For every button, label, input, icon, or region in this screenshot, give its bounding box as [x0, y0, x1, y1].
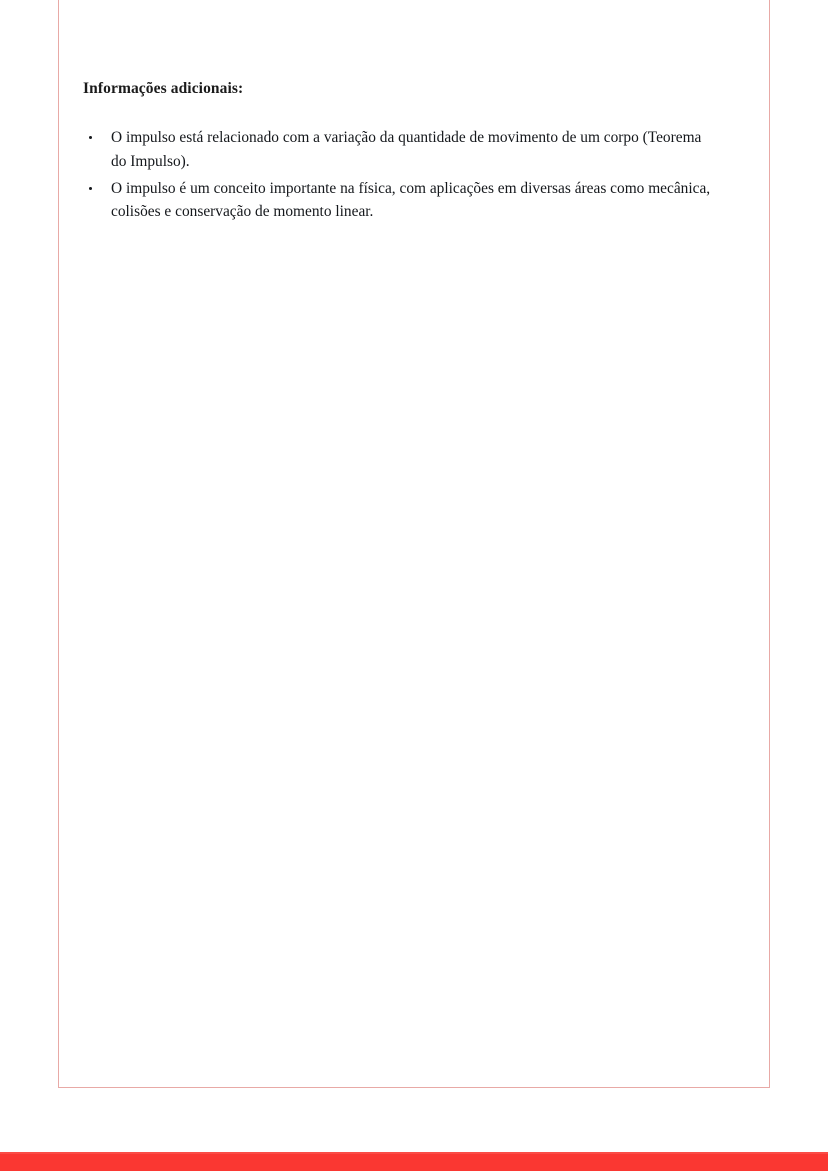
bullet-point-icon: [89, 136, 92, 139]
list-item: [83, 177, 719, 224]
page-content-frame: [58, 0, 770, 1088]
bullet-point-icon: [89, 187, 92, 190]
footer-red-band: [0, 1152, 828, 1171]
list-item-text: O impulso é um conceito importante na física, com aplicações em diversas áreas como mecânica, colisões e conservação de momento linear.: [111, 179, 711, 221]
content-body: [83, 79, 743, 228]
footer-band-highlight: [0, 1152, 828, 1154]
section-heading: Informações adicionais:: [83, 80, 244, 97]
list-item-text: O impulso está relacionado com a variação da quantidade de movimento de um corpo (Teorema do Impulso).: [111, 129, 702, 170]
additional-info-list: [83, 126, 743, 224]
list-item: [83, 126, 719, 173]
